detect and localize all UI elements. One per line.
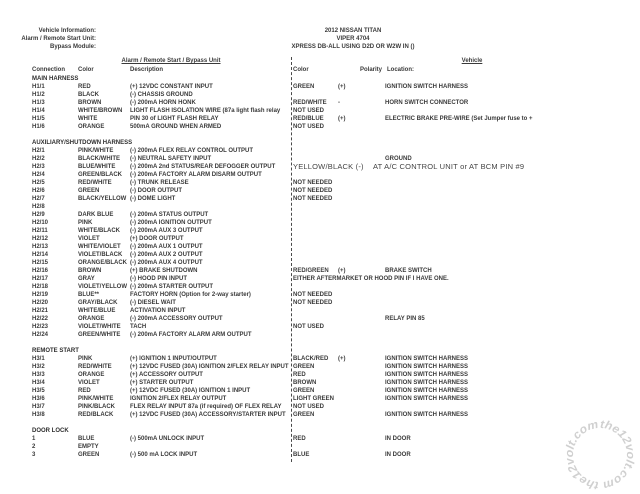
cell-description: 500mA GROUND WHEN ARMED	[130, 124, 222, 130]
cell-unit-wire-color: BROWN	[78, 100, 102, 106]
cell-unit-wire-color: ORANGE/BLACK	[78, 260, 127, 266]
table-row	[0, 355, 640, 363]
cell-location: IGNITION SWITCH HARNESS	[385, 388, 469, 394]
cell-connection: H2/24	[32, 332, 49, 338]
cell-unit-wire-color: GREEN	[78, 188, 100, 194]
cell-unit-wire-color: WHITE	[78, 116, 98, 122]
cell-vehicle-wire-color: RED	[293, 372, 306, 378]
cell-unit-wire-color: VIOLET	[78, 380, 100, 386]
table-row	[0, 123, 640, 131]
cell-unit-wire-color: PINK/WHITE	[78, 396, 114, 402]
cell-connection: H2/18	[32, 284, 49, 290]
cell-description: (+) DOOR OUTPUT	[130, 236, 184, 242]
cell-unit-wire-color: RED	[78, 84, 91, 90]
cell-polarity: (+)	[338, 268, 346, 274]
cell-vehicle-wire-color: BLUE	[293, 452, 310, 458]
cell-connection: H1/5	[32, 116, 45, 122]
cell-vehicle-wire-color: BROWN	[293, 380, 317, 386]
cell-connection: H2/6	[32, 188, 45, 194]
cell-description: (+) 12VDC CONSTANT INPUT	[130, 84, 213, 90]
cell-unit-wire-color: GRAY	[78, 276, 95, 282]
section-title: DOOR LOCK	[32, 428, 69, 434]
cell-description: (-) CHASSIS GROUND	[130, 92, 193, 98]
table-row	[0, 203, 640, 211]
cell-connection: H3/6	[32, 396, 45, 402]
cell-connection: H2/14	[32, 252, 49, 258]
table-row	[0, 443, 640, 451]
cell-vehicle-wire-color: LIGHT GREEN	[293, 396, 335, 402]
cell-description: (-) 200mA HORN HONK	[130, 100, 196, 106]
table-row	[0, 315, 640, 323]
cell-location: IGNITION SWITCH HARNESS	[385, 396, 469, 402]
cell-location: GROUND	[385, 156, 412, 162]
vehicle-value: 2012 NISSAN TITAN	[324, 28, 382, 34]
table-row	[0, 267, 640, 275]
cell-polarity: -	[338, 100, 340, 106]
cell-location: AT A/C CONTROL UNIT or AT BCM PIN #9	[373, 162, 525, 171]
cell-unit-wire-color: BLUE	[78, 436, 95, 442]
alarm-unit-label: Alarm / Remote Start Unit:	[21, 36, 96, 42]
cell-description: (-) 200mA ACCESSORY OUTPUT	[130, 316, 223, 322]
cell-connection: H2/13	[32, 244, 49, 250]
cell-unit-wire-color: GRAY/BLACK	[78, 300, 118, 306]
cell-location: IGNITION SWITCH HARNESS	[385, 372, 469, 378]
cell-connection: H3/5	[32, 388, 45, 394]
cell-connection: H2/5	[32, 180, 45, 186]
table-row	[0, 275, 640, 283]
cell-connection: H2/10	[32, 220, 49, 226]
cell-location: RELAY PIN 85	[385, 316, 425, 322]
cell-vehicle-wire-color: NOT USED	[293, 324, 325, 330]
table-row	[0, 243, 640, 251]
harness-section	[0, 427, 640, 459]
unit-color-column-header: Color	[78, 67, 94, 73]
cell-vehicle-wire-color: NOT NEEDED	[293, 180, 333, 186]
cell-unit-wire-color: VIOLET/WHITE	[78, 324, 121, 330]
table-row	[0, 115, 640, 123]
table-row	[0, 195, 640, 203]
cell-vehicle-wire-color: GREEN	[293, 412, 315, 418]
the12volt-watermark	[556, 414, 640, 494]
cell-description: (-) 200mA AUX 4 OUTPUT	[130, 260, 203, 266]
svg-text:the12volt.com the12volt.com	[564, 419, 636, 491]
cell-connection: 3	[32, 452, 36, 458]
cell-location: IN DOOR	[385, 452, 411, 458]
cell-connection: H2/11	[32, 228, 48, 234]
cell-unit-wire-color: BROWN	[78, 268, 102, 274]
watermark-text: the12volt.com the12volt.com	[563, 418, 637, 492]
harness-section	[0, 75, 640, 131]
cell-description: (-) 200mA STATUS OUTPUT	[130, 212, 209, 218]
cell-unit-wire-color: PINK	[78, 220, 93, 226]
cell-vehicle-wire-color: GREEN	[293, 84, 315, 90]
cell-connection: H2/2	[32, 156, 45, 162]
cell-unit-wire-color: ORANGE	[78, 316, 105, 322]
table-row	[0, 171, 640, 179]
table-row	[0, 387, 640, 395]
cell-vehicle-wire-color: NOT NEEDED	[293, 292, 333, 298]
cell-vehicle-wire-color: RED/GREEN	[293, 268, 329, 274]
alarm-unit-value: VIPER 4704	[336, 36, 370, 42]
cell-vehicle-wire-color: BLACK/RED	[293, 356, 329, 362]
cell-connection: H1/4	[32, 108, 45, 114]
cell-unit-wire-color: ORANGE	[78, 372, 105, 378]
cell-description: IGNITION 2/FLEX RELAY OUTPUT	[130, 396, 227, 402]
cell-location: IGNITION SWITCH HARNESS	[385, 412, 469, 418]
cell-unit-wire-color: PINK/BLACK	[78, 404, 115, 410]
cell-description: FLEX RELAY INPUT 87a (if required) OF FLEX RELAY	[130, 404, 282, 410]
cell-location: ELECTRIC BRAKE PRE-WIRE (Set Jumper fuse to +	[385, 116, 533, 122]
table-row	[0, 147, 640, 155]
cell-description: (-) 200mA AUX 1 OUTPUT	[130, 244, 203, 250]
cell-connection: 2	[32, 444, 36, 450]
cell-description: (+) ACCESSORY OUTPUT	[130, 372, 203, 378]
cell-location: IGNITION SWITCH HARNESS	[385, 380, 469, 386]
cell-connection: H3/8	[32, 412, 45, 418]
cell-description: (-) 200mA STARTER OUTPUT	[130, 284, 214, 290]
cell-connection: H2/8	[32, 204, 45, 210]
cell-connection: H2/17	[32, 276, 49, 282]
cell-unit-wire-color: BLUE/WHITE	[78, 164, 116, 170]
cell-vehicle-wire-color: YELLOW/BLACK (-)	[293, 162, 364, 171]
cell-description: (-) HOOD PIN INPUT	[130, 276, 187, 282]
cell-unit-wire-color: WHITE/VIOLET	[78, 244, 121, 250]
table-row	[0, 219, 640, 227]
connection-column-header: Connection	[32, 67, 65, 73]
cell-description: (+) 12VDC FUSED (30A) IGNITION 2/FLEX RELAY INPUT	[130, 364, 289, 370]
header-labels	[0, 27, 96, 51]
cell-vehicle-wire-color: RED/WHITE	[293, 100, 327, 106]
table-row	[0, 411, 640, 419]
cell-location: IGNITION SWITCH HARNESS	[385, 356, 469, 362]
cell-connection: H2/20	[32, 300, 49, 306]
cell-connection: H3/4	[32, 380, 45, 386]
cell-unit-wire-color: PINK/WHITE	[78, 148, 114, 154]
cell-description: (-) DOME LIGHT	[130, 196, 176, 202]
table-row	[0, 379, 640, 387]
cell-connection: H2/21	[32, 308, 49, 314]
cell-connection: H3/3	[32, 372, 45, 378]
cell-unit-wire-color: WHITE/BLUE	[78, 308, 116, 314]
cell-unit-wire-color: BLUE**	[78, 292, 100, 298]
cell-unit-wire-color: DARK BLUE	[78, 212, 114, 218]
cell-connection: H2/3	[32, 164, 45, 170]
cell-description: (+) 12VDC FUSED (30A) ACCESSORY/STARTER INPUT	[130, 412, 286, 418]
cell-unit-wire-color: RED/WHITE	[78, 364, 112, 370]
bypass-module-value: XPRESS DB-ALL USING D2D OR W2W IN ()	[291, 44, 415, 50]
cell-unit-wire-color: RED	[78, 388, 91, 394]
cell-vehicle-wire-color: NOT USED	[293, 108, 325, 114]
cell-unit-wire-color: EMPTY	[78, 444, 99, 450]
cell-unit-wire-color: GREEN	[78, 452, 100, 458]
cell-description: (-) 200mA FACTORY ALARM DISARM OUTPUT	[130, 172, 262, 178]
cell-connection: H2/23	[32, 324, 49, 330]
table-row	[0, 83, 640, 91]
vehicle-information-label: Vehicle Information:	[38, 28, 96, 34]
cell-connection: H2/9	[32, 212, 45, 218]
cell-unit-wire-color: PINK	[78, 356, 93, 362]
cell-description: LIGHT FLASH ISOLATION WIRE (87a light flash relay	[130, 108, 281, 114]
cell-vehicle-wire-color: GREEN	[293, 388, 315, 394]
vehicle-color-column-header: Color	[293, 67, 309, 73]
cell-connection: H3/7	[32, 404, 45, 410]
cell-unit-wire-color: BLACK	[78, 92, 99, 98]
cell-vehicle-wire-color: NOT USED	[293, 124, 325, 130]
cell-polarity: (+)	[338, 116, 346, 122]
cell-description: (-) 200mA AUX 3 OUTPUT	[130, 228, 203, 234]
cell-unit-wire-color: GREEN/WHITE	[78, 332, 121, 338]
vehicle-group-title: Vehicle	[461, 58, 483, 64]
cell-vehicle-wire-color: NOT NEEDED	[293, 188, 333, 194]
table-row	[0, 291, 640, 299]
cell-description: (-) 200mA FACTORY ALARM ARM OUTPUT	[130, 332, 252, 338]
cell-description: (-) 200mA IGNITION OUTPUT	[130, 220, 212, 226]
table-row	[0, 91, 640, 99]
header-values	[253, 27, 453, 51]
cell-location: IGNITION SWITCH HARNESS	[385, 84, 469, 90]
unit-group-title: Alarm / Remote Start / Bypass Unit	[121, 58, 221, 64]
cell-description: ACTIVATION INPUT	[130, 308, 186, 314]
cell-polarity: (+)	[338, 356, 346, 362]
harness-section	[0, 139, 640, 339]
harness-section	[0, 347, 640, 419]
cell-description: (-) NEUTRAL SAFETY INPUT	[130, 156, 212, 162]
table-row	[0, 331, 640, 339]
cell-description: TACH	[130, 324, 147, 330]
polarity-column-header: Polarity	[360, 67, 383, 73]
cell-vehicle-wire-color: RED/BLUE	[293, 116, 324, 122]
cell-vehicle-wire-color: NOT NEEDED	[293, 196, 333, 202]
cell-connection: H2/4	[32, 172, 45, 178]
table-row	[0, 163, 640, 171]
table-row	[0, 187, 640, 195]
cell-connection: H1/1	[32, 84, 45, 90]
cell-connection: 1	[32, 436, 36, 442]
table-row	[0, 403, 640, 411]
table-row	[0, 107, 640, 115]
cell-vehicle-wire-color: GREEN	[293, 364, 315, 370]
section-title: AUXILIARY/SHUTDOWN HARNESS	[32, 140, 133, 146]
cell-connection: H2/7	[32, 196, 45, 202]
cell-unit-wire-color: VIOLET/YELLOW	[78, 284, 127, 290]
cell-polarity: (+)	[338, 84, 346, 90]
cell-description: (-) 200mA AUX 2 OUTPUT	[130, 252, 203, 258]
cell-connection: H2/16	[32, 268, 49, 274]
cell-connection: H2/19	[32, 292, 49, 298]
cell-vehicle-wire-color: NOT NEEDED	[293, 300, 333, 306]
cell-connection: H2/22	[32, 316, 49, 322]
cell-description: (+) IGNITION 1 INPUT/OUTPUT	[130, 356, 217, 362]
cell-description: PIN 30 of LIGHT FLASH RELAY	[130, 116, 219, 122]
cell-description: (+) STARTER OUTPUT	[130, 380, 194, 386]
cell-connection: H3/1	[32, 356, 45, 362]
wiring-table	[0, 75, 640, 467]
cell-description: (-) 200mA 2nd STATUS/REAR DEFOGGER OUTPUT	[130, 164, 276, 170]
table-row	[0, 395, 640, 403]
cell-location: IN DOOR	[385, 436, 411, 442]
cell-location: BRAKE SWITCH	[385, 268, 432, 274]
table-row	[0, 323, 640, 331]
description-column-header: Description	[130, 67, 164, 73]
cell-description: (-) 500mA UNLOCK INPUT	[130, 436, 205, 442]
cell-unit-wire-color: GREEN/BLACK	[78, 172, 123, 178]
cell-connection: H1/6	[32, 124, 45, 130]
cell-connection: H2/15	[32, 260, 49, 266]
table-row	[0, 259, 640, 267]
table-row	[0, 371, 640, 379]
table-row	[0, 363, 640, 371]
table-row	[0, 235, 640, 243]
cell-connection: H2/12	[32, 236, 49, 242]
table-row	[0, 211, 640, 219]
section-title: REMOTE START	[32, 348, 79, 354]
cell-description: (-) DIESEL WAIT	[130, 300, 176, 306]
bypass-module-label: Bypass Module:	[49, 44, 96, 50]
cell-location: HORN SWITCH CONNECTOR	[385, 100, 469, 106]
cell-unit-wire-color: WHITE/BROWN	[78, 108, 123, 114]
table-row	[0, 307, 640, 315]
cell-unit-wire-color: WHITE/BLACK	[78, 228, 120, 234]
cell-connection: H1/3	[32, 100, 45, 106]
table-row	[0, 451, 640, 459]
table-row	[0, 283, 640, 291]
cell-description: (+) BRAKE SHUTDOWN	[130, 268, 198, 274]
cell-connection: H2/1	[32, 148, 45, 154]
cell-description: (-) 200mA FLEX RELAY CONTROL OUTPUT	[130, 148, 254, 154]
cell-unit-wire-color: BLACK/WHITE	[78, 156, 120, 162]
cell-unit-wire-color: RED/BLACK	[78, 412, 114, 418]
cell-unit-wire-color: BLACK/YELLOW	[78, 196, 127, 202]
table-row	[0, 99, 640, 107]
cell-unit-wire-color: ORANGE	[78, 124, 105, 130]
cell-vehicle-wire-color: NOT USED	[293, 404, 325, 410]
cell-description: (+) 12VDC FUSED (30A) IGNITION 1 INPUT	[130, 388, 251, 394]
cell-description: FACTORY HORN (Option for 2-way starter)	[130, 292, 251, 298]
cell-unit-wire-color: RED/WHITE	[78, 180, 112, 186]
cell-vehicle-wire-color: RED	[293, 436, 306, 442]
cell-description: (-) 500 mA LOCK INPUT	[130, 452, 198, 458]
cell-description: (-) TRUNK RELEASE	[130, 180, 189, 186]
section-title: MAIN HARNESS	[32, 76, 79, 82]
cell-connection: H3/2	[32, 364, 45, 370]
cell-connection: H1/2	[32, 92, 45, 98]
cell-location: IGNITION SWITCH HARNESS	[385, 364, 469, 370]
table-row	[0, 227, 640, 235]
cell-unit-wire-color: VIOLET	[78, 236, 100, 242]
location-column-header: Location:	[387, 67, 414, 73]
table-row	[0, 299, 640, 307]
cell-description: (-) DOOR OUTPUT	[130, 188, 182, 194]
cell-unit-wire-color: VIOLET/BLACK	[78, 252, 123, 258]
table-row	[0, 435, 640, 443]
cell-vehicle-wire-color: EITHER AFTERMARKET OR HOOD PIN IF I HAVE ONE.	[293, 276, 449, 282]
table-row	[0, 251, 640, 259]
table-row	[0, 179, 640, 187]
